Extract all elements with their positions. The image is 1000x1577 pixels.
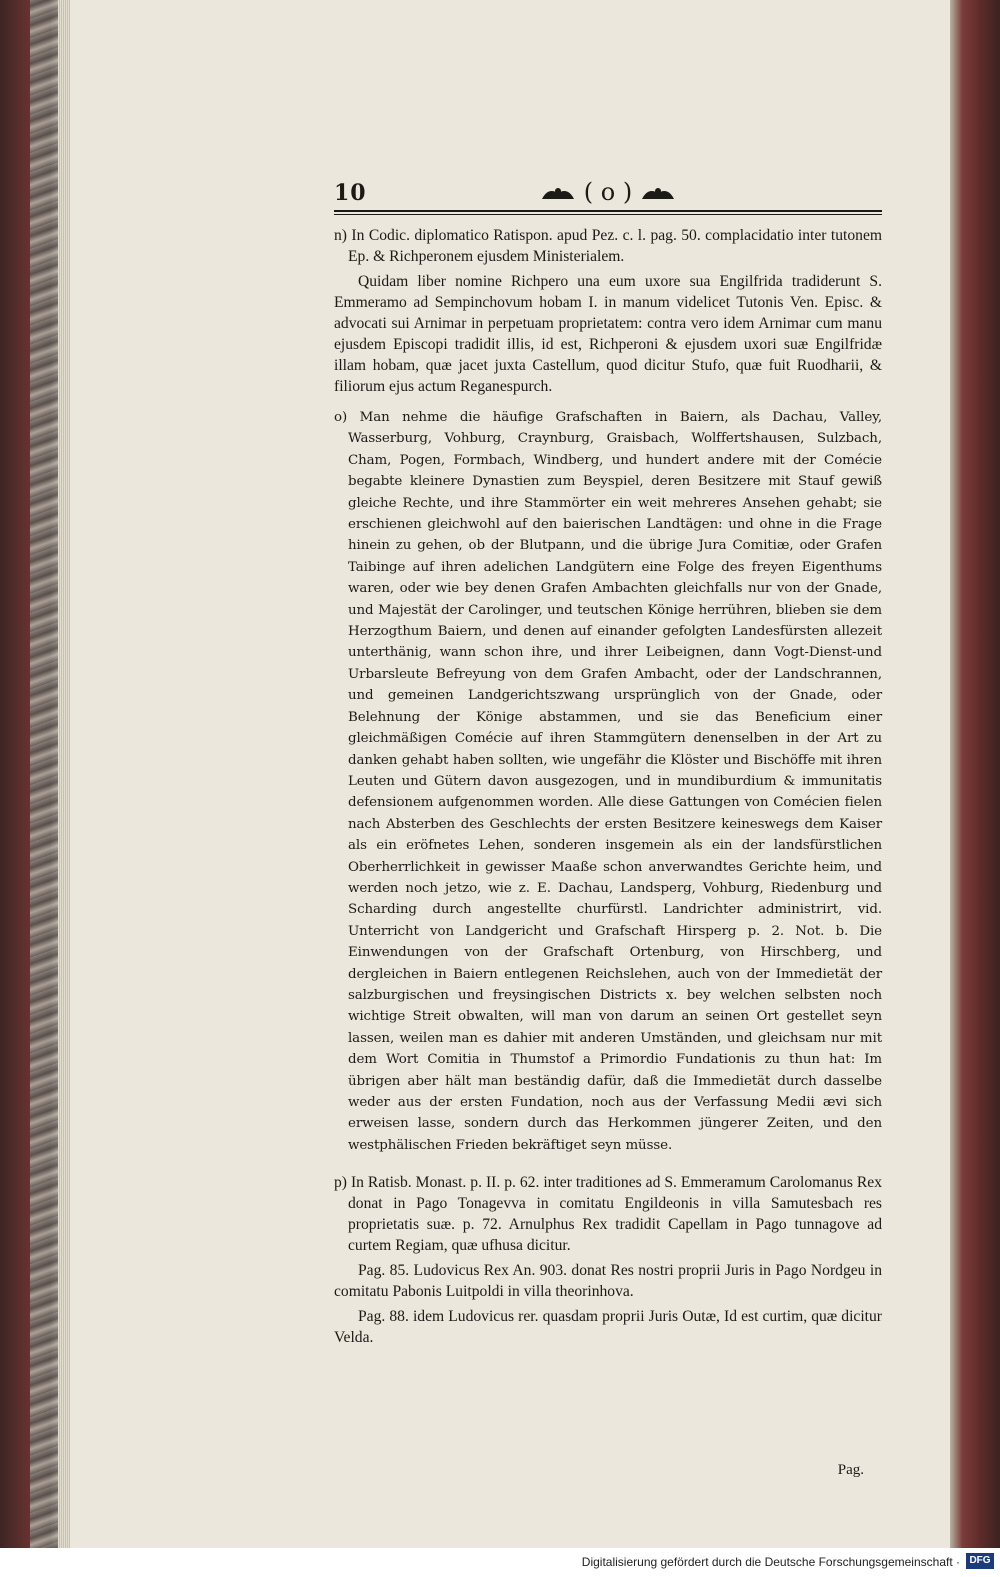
- page-number: 10: [334, 180, 367, 206]
- footnote-text: Man nehme die häufige Grafschaften in Baiern, als Dachau, Valley, Wasserburg, Vohburg, Craynburg, Graisbach, Wolffertshausen, Sulzbach, Cham, Pogen, Formbach, Windberg, und hundert andere mit der Comécie begabte kleinere Dynastien zum Beyspiel, deren Besitzere mit Stauf gewiß gleiche Rechte, und ihre Stammörter ein weit mehreres Ansehen gehabt; sie erschienen gleichwohl auf den baierischen Landtägen: und ohne in die Frage hinein zu gehen, ob der Blutpann, und die übrige Jura Comitiæ, oder Grafen Taibinge auf ihren adelichen Landgütern eine Folge des freyen Eigenthums waren, oder wie bey denen Grafen Ambachten gleichfalls nur von der Gnade, und Majestät der Carolinger, und teutschen Könige herrühren, blieben sie dem Herzogthum Baiern, und denen auf einander gefolgten Landesfürsten allezeit unterthänig, wann schon ihre, und ihrer Leibeignen, dann Vogt-Dienst-und Urbarsleute Befreyung von dem Grafen Ambacht, oder der Landschrannen, und gemeinen Landgerichtszwang ursprünglich von der Gnade, oder Belehnung der Könige abstammen, und sie das Beneficium einer gleichmäßigen Comécie auf ihren Stammgütern denenselben in der Art zu danken gehabt haben sollten, wie ungefähr die Klöster und Bischöffe mit ihren Leuten und Gütern davon ausgezogen, und in mundiburdium & immunitatis defensionem aufgenommen worden. Alle diese Gattungen von Comécien fielen nach Absterben des Geschlechts der ersten Besitzere keineswegs dem Kaiser als ein eröfnetes Lehen, sonderen insgemein als ein der landsfürstlichen Oberherrlichkeit in gewisser Maaße schon anverwandtes Gerichte heim, und werden noch jetzo, wie z. E. Dachau, Landsperg, Vohburg, Riedenburg und Scharding durch angestellte churfürstl. Landrichter administrirt, vid. Unterricht von Landgericht und Grafschaft Hirsperg p. 2. Not. b. Die Einwendungen von der Grafschaft Ortenburg, von Hirschberg, und dergleichen in Baiern entlegenen Reichslehen, auch von der Immedietät der salzburgischen und freysingischen Districts x. bey welchen selbsten noch wichtige Streit obwalten, will man von darum an seinen Ort gestellet seyn lassen, weilen man es dahier mit anderen Umständen, und gleichsam nur mit dem Wort Comitia in Thumstof a Primordio Fundationis zu thun hat: Im übrigen aber hält man beständig dafür, daß die Immedietät durch dasselbe weder aus der ersten Fundation, noch aus der Verfassung Medii ævi sich erweisen lasse, sondern durch das Herkommen jüngerer Zeiten, und den westphälischen Frieden bekräftiget seyn müsse.: [348, 410, 882, 1153]
- footnote-paragraph: Pag. 85. Ludovicus Rex An. 903. donat Res nostri proprii Juris in Pago Nordgeu in comitatu Pabonis Luitpoldi in villa theorinhova.: [334, 1262, 882, 1301]
- dfg-logo-icon: DFG: [966, 1553, 994, 1569]
- footnote-p: [334, 1172, 882, 1348]
- footnote-text: In Codic. diplomatico Ratispon. apud Pez. c. l. pag. 50. complacidatio inter tutonem Ep. & Richperonem ejusdem Ministerialem.: [348, 227, 882, 265]
- footnote-n: [334, 225, 882, 397]
- head-rule-thin: [334, 214, 882, 215]
- footnote-marker: n): [334, 227, 347, 244]
- book-cover-edge: [950, 0, 1000, 1548]
- footnote-paragraph: Pag. 88. idem Ludovicus rer. quasdam proprii Juris Outæ, Id est curtim, quæ dicitur Velda.: [334, 1308, 882, 1347]
- footnote-marker: o): [334, 410, 348, 425]
- running-title: ( o ): [583, 178, 633, 206]
- ornament-left-icon: [540, 185, 576, 203]
- footnote-o: [334, 407, 882, 1156]
- footnote-text: In Ratisb. Monast. p. II. p. 62. inter traditiones ad S. Emmeramum Carolomanus Rex donat in Pago Tonagevva in comitatu Engildeonis in villa Samutesbach res proprietatis suæ. p. 72. Arnulphus Rex tradidit Capellam in Pago tunnagove ad curtem Regiam, quæ ufhusa dicitur.: [348, 1174, 882, 1255]
- head-rule: [334, 210, 882, 212]
- page-content: [334, 176, 882, 1478]
- running-head: [334, 176, 882, 210]
- footnote-marker: p): [334, 1174, 347, 1192]
- footer-credit: Digitalisierung gefördert durch die Deutsche Forschungsgemeinschaft ·: [581, 1555, 960, 1569]
- digitization-footer: [0, 1548, 1000, 1577]
- ornament-right-icon: [640, 185, 676, 203]
- footnote-paragraph: Quidam liber nomine Richpero una eum uxore sua Engilfrida tradiderunt S. Emmeramo ad Sempinchovum hobam I. in manum videlicet Tutonis Ven. Episc. & advocati sui Arnimar in perpetuam proprietatem: contra vero idem Arnimar cum manu ejusdem Episcopi tradidit illis, id est, Richperoni & ejusdem uxori suæ Engilfridæ illam hobam, quæ jacet juxta Castellum, quod dicitur Stufo, quæ fuit Ruodharii, & filiorum ejus actum Reganespurch.: [334, 273, 882, 395]
- catchword: Pag.: [837, 1462, 864, 1478]
